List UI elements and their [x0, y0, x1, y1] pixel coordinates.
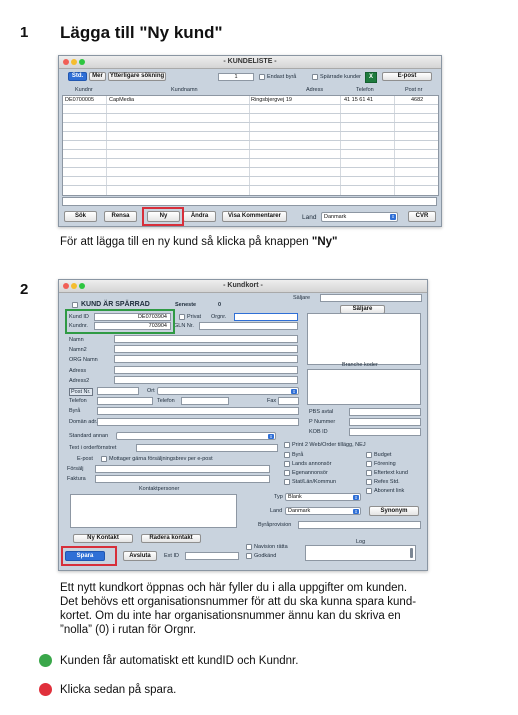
- cell-kundnr: DE0700005: [65, 97, 95, 103]
- red-bullet-icon: [39, 683, 52, 696]
- adress2-field[interactable]: [114, 376, 298, 384]
- fax-field[interactable]: [278, 397, 299, 405]
- branche-label: Branche koder: [342, 362, 378, 368]
- byraprov-field[interactable]: [298, 521, 421, 529]
- window-titlebar: [59, 56, 441, 69]
- land-select-value: Danmark: [324, 214, 347, 220]
- land-label: Land: [270, 508, 283, 514]
- stat-checkbox[interactable]: [284, 479, 290, 485]
- ny-button-highlight: [142, 207, 184, 226]
- paragraph-line-4: ”nolla” (0) i rutan för Orgnr.: [60, 624, 197, 636]
- kobid-field[interactable]: [349, 428, 421, 436]
- ny-button[interactable]: Ny: [147, 211, 180, 222]
- seneste-label: Seneste: [175, 302, 197, 308]
- byra-field[interactable]: [97, 407, 299, 415]
- orgnamn-field[interactable]: [114, 355, 298, 363]
- cell-kundnamn: CapMedia: [109, 97, 135, 103]
- close-dot-icon[interactable]: [63, 59, 69, 65]
- bullet-red-text: Klicka sedan på spara.: [60, 684, 177, 696]
- col-header-kundnr[interactable]: Kundnr: [75, 87, 93, 93]
- adress-field[interactable]: [114, 366, 298, 374]
- log-scrollbar[interactable]: [410, 548, 413, 558]
- zoom-dot-icon[interactable]: [79, 283, 85, 289]
- paragraph-line-2: Det behövs ett organisationsnummer för att du ska kunna spara kund-: [60, 596, 417, 608]
- col-header-adress[interactable]: Adress: [306, 87, 324, 93]
- privat-checkbox[interactable]: [179, 314, 185, 320]
- godkand-checkbox[interactable]: [246, 553, 252, 559]
- saljare-button[interactable]: Säljare: [340, 305, 385, 314]
- caption-text: För att lägga till en ny kund så klicka på knappen: [60, 236, 312, 248]
- chevron-down-icon: ⇕: [391, 214, 395, 219]
- step-2-paragraph: [60, 581, 416, 637]
- budget-label: Budget: [374, 452, 392, 458]
- avsluta-button[interactable]: Avsluta: [123, 551, 157, 561]
- doman-field[interactable]: [97, 418, 299, 426]
- byraprov-label: Byråprovision: [258, 522, 292, 528]
- search-count-field: 1: [218, 73, 254, 81]
- extid-field[interactable]: [185, 552, 239, 560]
- text-order-label: Text i orderförnstret: [69, 445, 117, 451]
- col-header-kundnamn[interactable]: Kundnamn: [171, 87, 198, 93]
- saljare-list[interactable]: [307, 313, 421, 365]
- cell-postnr: 4682: [411, 97, 424, 103]
- namn2-label: Namn2: [69, 347, 87, 353]
- budget-checkbox[interactable]: [366, 452, 372, 458]
- window-title: - KUNDELISTE -: [223, 58, 277, 65]
- land-value: Danmark: [288, 508, 311, 514]
- paragraph-line-3: kortet. Om du inte har organisationsnummer ännu kan du skriva en: [60, 610, 401, 622]
- lands-label: Lands annonsör: [292, 461, 332, 467]
- land-select[interactable]: [321, 212, 398, 222]
- telefon2-field[interactable]: [181, 397, 229, 405]
- andra-button[interactable]: Ändra: [183, 211, 216, 222]
- extid-label: Ext ID: [164, 553, 179, 559]
- standard-label: Standard annan: [69, 433, 109, 439]
- saljare-label: Säljare: [293, 295, 311, 301]
- table-footer-row: [62, 197, 437, 206]
- telefon-label: Telefon: [69, 398, 87, 404]
- endast-byra-checkbox[interactable]: [259, 74, 265, 80]
- mottager-checkbox[interactable]: [101, 456, 107, 462]
- abonent-checkbox[interactable]: [366, 488, 372, 494]
- doman-label: Domän adr.: [69, 419, 98, 425]
- log-label: Log: [356, 539, 366, 545]
- postnr-field[interactable]: [97, 387, 139, 395]
- pbs-label: PBS avtal: [309, 409, 334, 415]
- kundnr-label: Kundnr.: [69, 323, 88, 329]
- mottager-label: Mottager gärna försäljningsbrev per e-post: [109, 456, 213, 462]
- sparrade-kunder-label: Spärrade kunder: [320, 74, 361, 80]
- cell-adress: Ringsbjergvej 19: [251, 97, 292, 103]
- land-label: Land: [302, 214, 317, 221]
- orgnamn-label: ORG Namn: [69, 357, 98, 363]
- col-header-telefon[interactable]: Telefon: [356, 87, 374, 93]
- stat-label: Stat/Län/Kommun: [292, 479, 337, 485]
- gln-field[interactable]: [199, 322, 298, 330]
- synonym-button[interactable]: Synonym: [369, 506, 419, 516]
- forening-checkbox[interactable]: [366, 461, 372, 467]
- paragraph-line-1: Ett nytt kundkort öppnas och här fyller du i alla uppgifter om kunden.: [60, 582, 408, 594]
- abonent-label: Abonent link: [374, 488, 405, 494]
- eftertext-label: Eftertext kund: [374, 470, 408, 476]
- sparrade-kunder-checkbox[interactable]: [312, 74, 318, 80]
- email-button[interactable]: E-post: [382, 72, 432, 81]
- typ-label: Typ: [274, 494, 283, 500]
- table-header: [59, 86, 441, 94]
- byra-label: Byrå: [69, 408, 81, 414]
- seneste-value: 0: [218, 302, 222, 308]
- green-bullet-icon: [39, 654, 52, 667]
- typ-select[interactable]: [285, 493, 361, 501]
- chevron-down-icon: ⇕: [354, 509, 358, 514]
- zoom-dot-icon[interactable]: [79, 59, 85, 65]
- lands-checkbox[interactable]: [284, 461, 290, 467]
- epost-label: E-post: [77, 456, 93, 462]
- pnummer-field[interactable]: [349, 418, 421, 426]
- namn-field[interactable]: [114, 335, 298, 343]
- saljare-field[interactable]: [320, 294, 422, 302]
- customer-card-window: [58, 279, 428, 571]
- bullet-green-text: Kunden får automatiskt ett kundID och Kundnr.: [60, 655, 299, 667]
- step-2-number: 2: [20, 281, 29, 298]
- branche-list[interactable]: [307, 369, 421, 405]
- faktura-label: Faktura: [67, 476, 86, 482]
- egen-label: Egenannonsör: [292, 470, 328, 476]
- customer-table[interactable]: [62, 95, 439, 196]
- spara-button[interactable]: Spara: [65, 551, 105, 561]
- namn-label: Namn: [69, 337, 84, 343]
- standard-select[interactable]: [116, 432, 276, 440]
- navision-checkbox[interactable]: [246, 544, 252, 550]
- radera-kontakt-button[interactable]: Radera kontakt: [141, 534, 201, 543]
- ort-label: Ort: [147, 388, 155, 394]
- navision-label: Navision rätta: [254, 544, 288, 550]
- text-order-field[interactable]: [136, 444, 278, 452]
- forsalj-label: Försälj: [67, 466, 84, 472]
- adress-label: Adress: [69, 368, 87, 374]
- print-label: Print 2 Web/Order tillägg, NEJ: [292, 442, 366, 448]
- kontakt-label: Kontaktpersoner: [139, 486, 180, 492]
- excel-export-icon[interactable]: X: [365, 72, 377, 83]
- adress2-label: Adress2: [69, 378, 90, 384]
- cvr-button[interactable]: CVR: [408, 211, 436, 222]
- pbs-field[interactable]: [349, 408, 421, 416]
- visa-kommentarer-button[interactable]: Visa Kommentarer: [222, 211, 287, 222]
- fax-label: Fax: [267, 398, 277, 404]
- typ-value: Blank: [288, 494, 302, 500]
- chevron-down-icon: ⇕: [292, 389, 296, 394]
- ny-kontakt-button[interactable]: Ny Kontakt: [73, 534, 133, 543]
- namn2-field[interactable]: [114, 345, 298, 353]
- step-1-number: 1: [20, 24, 29, 41]
- forsalj-field[interactable]: [95, 465, 270, 473]
- egen-checkbox[interactable]: [284, 470, 290, 476]
- gln-label: GLN Nr.: [174, 323, 194, 329]
- chevron-down-icon: ⇕: [269, 434, 273, 439]
- refex-checkbox[interactable]: [366, 479, 372, 485]
- sparrad-label: KUND ÄR SPÄRRAD: [81, 301, 150, 308]
- spara-button-highlight: [61, 546, 117, 566]
- privat-label: Privat: [187, 314, 202, 320]
- minimize-dot-icon[interactable]: [71, 59, 77, 65]
- window-title: - Kundkort -: [223, 282, 263, 289]
- telefon-field[interactable]: [97, 397, 153, 405]
- customer-list-window: [58, 55, 442, 227]
- close-dot-icon[interactable]: [63, 283, 69, 289]
- byra-check-label: Byrå: [292, 452, 304, 458]
- tab-std[interactable]: Std.: [68, 72, 87, 81]
- log-field[interactable]: [305, 545, 416, 561]
- tab-ytterligare-sokning[interactable]: Ytterligare sökning: [109, 73, 165, 79]
- col-header-postnr[interactable]: Post nr: [405, 87, 423, 93]
- sok-button[interactable]: Sök: [64, 211, 97, 222]
- rensa-button[interactable]: Rensa: [104, 211, 137, 222]
- table-row[interactable]: [63, 96, 438, 105]
- kundid-highlight: [65, 309, 175, 334]
- tab-mer[interactable]: Mer: [89, 72, 106, 81]
- postnr-label[interactable]: Post Nr.: [71, 389, 91, 395]
- kundid-field: DE0703904: [94, 313, 171, 321]
- step-1-heading: Lägga till "Ny kund": [60, 23, 223, 42]
- eftertext-checkbox[interactable]: [366, 470, 372, 476]
- minimize-dot-icon[interactable]: [71, 283, 77, 289]
- byra-checkbox[interactable]: [284, 452, 290, 458]
- pnummer-label: P Nummer: [309, 419, 336, 425]
- land-select[interactable]: [285, 507, 361, 515]
- kundid-label: Kund ID: [69, 314, 89, 320]
- kobid-label: KOB ID: [309, 429, 328, 435]
- orgnr-field[interactable]: [234, 313, 298, 321]
- step-1-caption: [60, 235, 337, 249]
- kundnr-field: 703904: [94, 322, 171, 330]
- faktura-field[interactable]: [95, 475, 270, 483]
- endast-byra-label: Endast byrå: [267, 74, 297, 80]
- godkand-label: Godkänd: [254, 553, 277, 559]
- orgnr-label: Orgnr.: [211, 314, 227, 320]
- kontakt-list[interactable]: [70, 494, 237, 528]
- sparrad-checkbox[interactable]: [72, 302, 78, 308]
- window-titlebar: [59, 280, 427, 293]
- caption-bold: "Ny": [311, 236, 338, 248]
- forening-label: Förening: [374, 461, 396, 467]
- ort-select[interactable]: [157, 387, 299, 395]
- cell-telefon: 41 15 61 41: [344, 97, 374, 103]
- telefon2-label: Telefon: [157, 398, 175, 404]
- print-checkbox[interactable]: [284, 442, 290, 448]
- refex-label: Refex Std.: [374, 479, 400, 485]
- chevron-down-icon: ⇕: [354, 495, 358, 500]
